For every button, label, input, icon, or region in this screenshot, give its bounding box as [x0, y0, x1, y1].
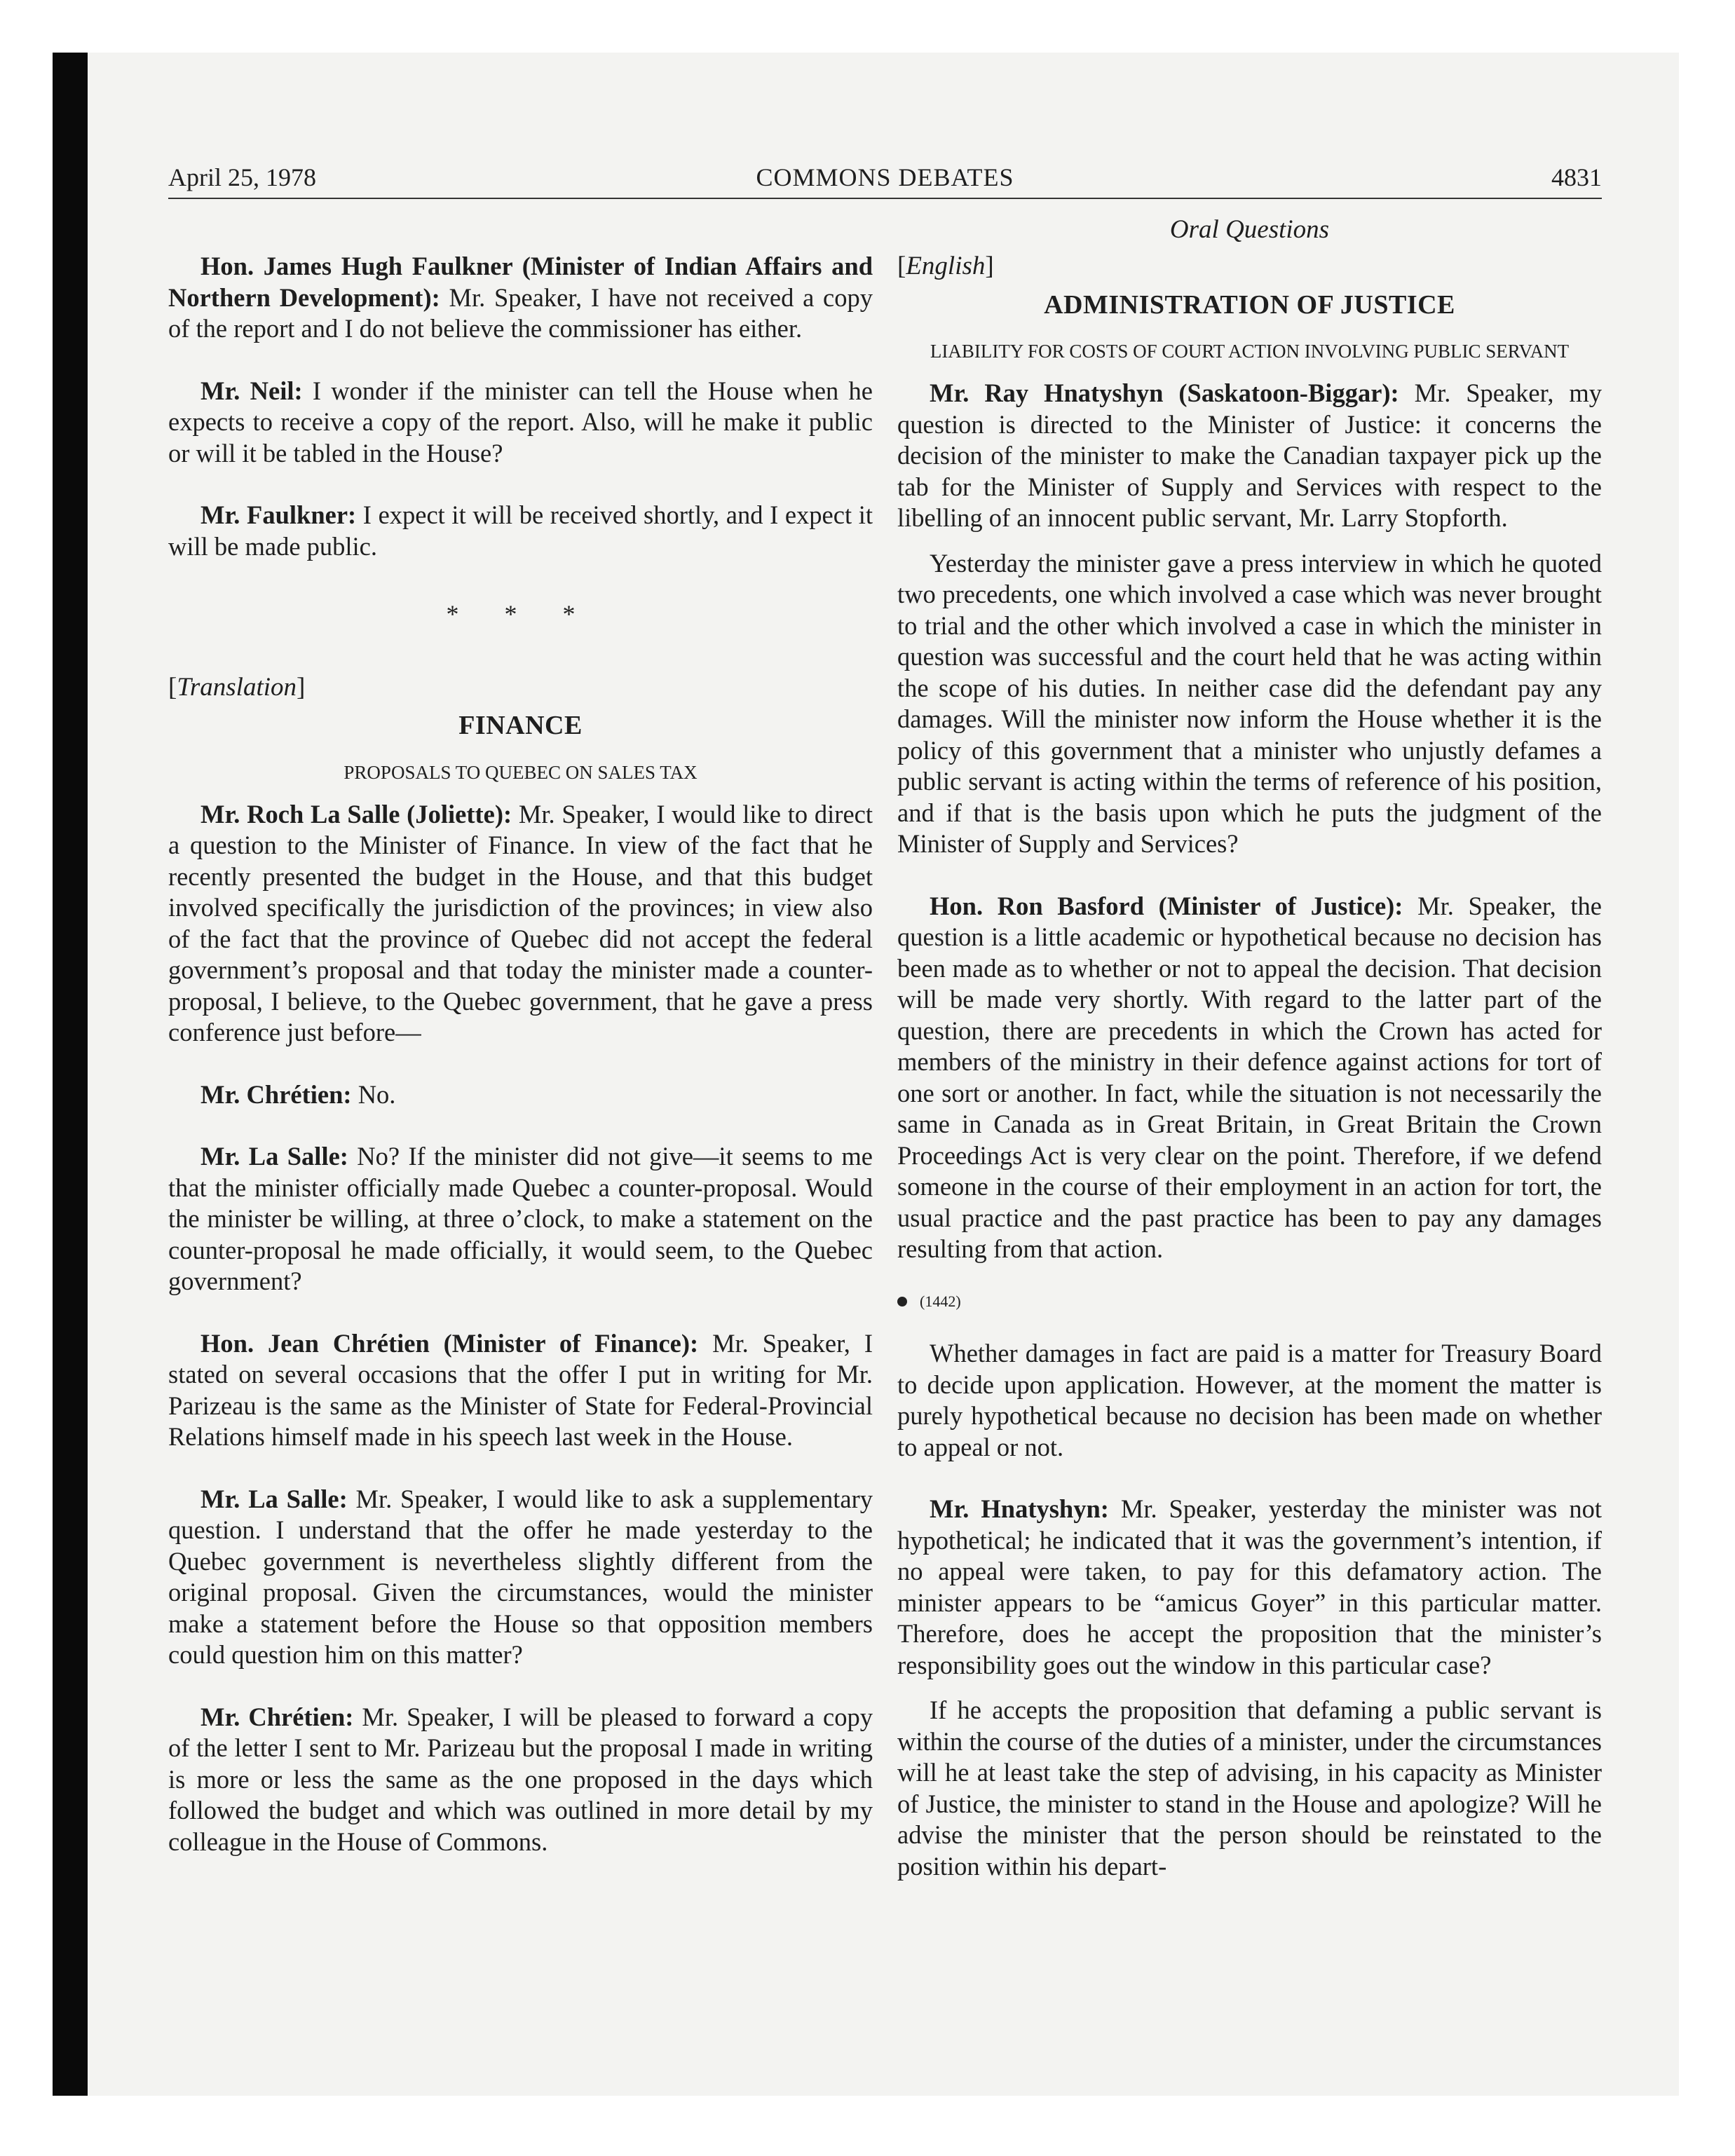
speech-paragraph: [168, 1328, 873, 1453]
speech-text: Mr. Speaker, I would like to ask a supplementary question. I understand that the offer he made yesterday to the Quebec government is nevertheless slightly different from the original proposal. Given the circumstances, would the minister make a statement before the House so that opposition members could question him on this matter?: [168, 1484, 873, 1669]
header-title: COMMONS DEBATES: [756, 163, 1014, 191]
speaker-name: Mr. La Salle:: [200, 1484, 348, 1513]
right-column: [897, 251, 1602, 1882]
speech-paragraph: [168, 251, 873, 345]
speaker-name: Mr. La Salle:: [200, 1142, 348, 1171]
speaker-name: Mr. Hnatyshyn:: [930, 1494, 1109, 1523]
speech-paragraph: [897, 891, 1602, 1265]
speech-paragraph: [897, 378, 1602, 534]
speaker-name: Hon. James Hugh Faulkner (Minister of Indian Affairs and Northern Development):: [168, 252, 873, 312]
speaker-name: Hon. Jean Chrétien (Minister of Finance):: [200, 1328, 699, 1358]
speech-text: Mr. Speaker, my question is directed to the Minister of Justice: it concerns the decision of the minister to make the Canadian taxpayer pick up the tab for the Minister of Supply and Services with respect to the libelling of an innocent public servant, Mr. Larry Stopforth.: [897, 378, 1602, 532]
speech-text: I wonder if the minister can tell the House when he expects to receive a copy of the report. Also, will he make it public or will it be tabled in the House?: [168, 376, 873, 468]
section-heading: ADMINISTRATION OF JUSTICE: [1044, 289, 1455, 320]
speech-paragraph: [168, 1141, 873, 1297]
language-tag-text: English: [906, 252, 986, 280]
speech-paragraph: [168, 799, 873, 1049]
speech-paragraph: [168, 500, 873, 562]
speaker-name: Mr. Faulkner:: [200, 500, 357, 529]
left-column: [168, 251, 873, 1857]
time-marker-text: (1442): [920, 1292, 961, 1310]
speech-text: No? If the minister did not give—it seems to me that the minister officially made Quebec a counter-proposal. Would the minister be willing, at three o’clock, to make a statement on the counter-proposal he made officially, it would seem, to the Quebec government?: [168, 1142, 873, 1295]
header-rule: [168, 198, 1602, 199]
speech-text: Mr. Speaker, I will be pleased to forward a copy of the letter I sent to Mr. Parizeau but the proposal I made in writing is more or less the same as the one proposed in the days which followed the budget and which was outlined in more detail by my colleague in the House of Commons.: [168, 1702, 873, 1856]
speaker-name: Hon. Ron Basford (Minister of Justice):: [930, 891, 1403, 920]
speech-paragraph: [168, 1484, 873, 1671]
speech-paragraph: [897, 1494, 1602, 1681]
bullet-icon: [897, 1297, 907, 1306]
speech-text: I expect it will be received shortly, and I expect it will be made public.: [168, 500, 873, 561]
language-tag: [Translation]: [168, 672, 306, 702]
speech-paragraph: [168, 1079, 873, 1111]
section-separator: * * *: [446, 600, 595, 628]
speech-paragraph: [168, 376, 873, 470]
time-marker: [897, 1286, 1602, 1318]
section-heading: FINANCE: [458, 711, 583, 740]
speaker-name: Mr. Ray Hnatyshyn (Saskatoon-Biggar):: [930, 378, 1399, 407]
section-label: Oral Questions: [1169, 215, 1330, 244]
page-header: [168, 163, 1602, 195]
speech-text: Mr. Speaker, I have not received a copy of the report and I do not believe the commissioner has either.: [168, 282, 873, 343]
speech-paragraph: If he accepts the proposition that defaming a public servant is within the course of the duties of a minister, under the circumstances will he at least take the step of advising, in his capacity as Minister of Justice, the minister to stand in the House and apologize? Will he advise the minister that the person should be reinstated to the position within his depart-: [897, 1696, 1602, 1881]
speaker-name: Mr. Neil:: [200, 376, 303, 405]
speech-paragraph: Yesterday the minister gave a press interview in which he quoted two precedents, one which involved a case which was never brought to trial and the other which involved a case in which the minister in question was successful and the court held that he was acting within the scope of his duties. In neither case did the defendant pay any damages. Will the minister now inform the House whether it is the policy of this government that a minister who unjustly defames a public servant is acting within the terms of reference of his position, and if that is the basis upon which he puts the judgment of the Minister of Supply and Services?: [897, 548, 1602, 858]
speech-text: No.: [351, 1079, 396, 1109]
speech-text: Mr. Speaker, yesterday the minister was not hypothetical; he indicated that it was the government’s intention, if no appeal were taken, to pay for this defamatory action. The minister appears to be “amicus Goyer” in this particular matter. Therefore, does he accept the proposition that the minister’s responsibility goes out the window in this particular case?: [897, 1494, 1602, 1679]
header-page-number: 4831: [1551, 163, 1602, 191]
speech-paragraph: [168, 1702, 873, 1858]
section-subheading: PROPOSALS TO QUEBEC ON SALES TAX: [343, 761, 698, 783]
language-tag: [English]: [897, 252, 994, 280]
speaker-name: Mr. Chrétien:: [200, 1079, 352, 1109]
scan-edge: [53, 53, 88, 2096]
section-subheading: LIABILITY FOR COSTS OF COURT ACTION INVOLVING PUBLIC SERVANT: [930, 341, 1570, 362]
speech-text: Mr. Speaker, the question is a little academic or hypothetical because no decision has been made as to whether or not to appeal the decision. That decision will be made very shortly. With regard to the latter part of the question, there are precedents in which the Crown has acted for members of the ministry in their defence against actions for tort of one sort or another. In fact, while the situation is not necessarily the same in Canada as in Great Britain, in Great Britain the Crown Proceedings Act is very clear on the point. Therefore, if we defend someone in the course of their employment in an action for tort, the usual practice and the past practice has been to pay any damages resulting from that action.: [897, 891, 1602, 1263]
speech-text: Mr. Speaker, I would like to direct a question to the Minister of Finance. In view of the fact that he recently presented the budget in the House, and that this budget involved specifically the jurisdiction of the provinces; in view also of the fact that the province of Quebec did not accept the federal government’s proposal and that today the minister made a counter-proposal, I believe, to the Quebec government, that he gave a press conference just before—: [168, 799, 873, 1046]
speaker-name: Mr. Roch La Salle (Joliette):: [200, 799, 512, 828]
speaker-name: Mr. Chrétien:: [200, 1702, 354, 1731]
language-tag-text: Translation: [177, 672, 297, 702]
speech-paragraph: Whether damages in fact are paid is a matter for Treasury Board to decide upon application. However, at the moment the matter is purely hypothetical because no decision has been made on whether to appeal or not.: [897, 1339, 1602, 1461]
speech-text: Mr. Speaker, I stated on several occasions that the offer I put in writing for Mr. Parizeau is the same as the Minister of State for Federal-Provincial Relations himself made in his speech last week in the House.: [168, 1328, 873, 1451]
header-date: April 25, 1978: [168, 163, 316, 191]
